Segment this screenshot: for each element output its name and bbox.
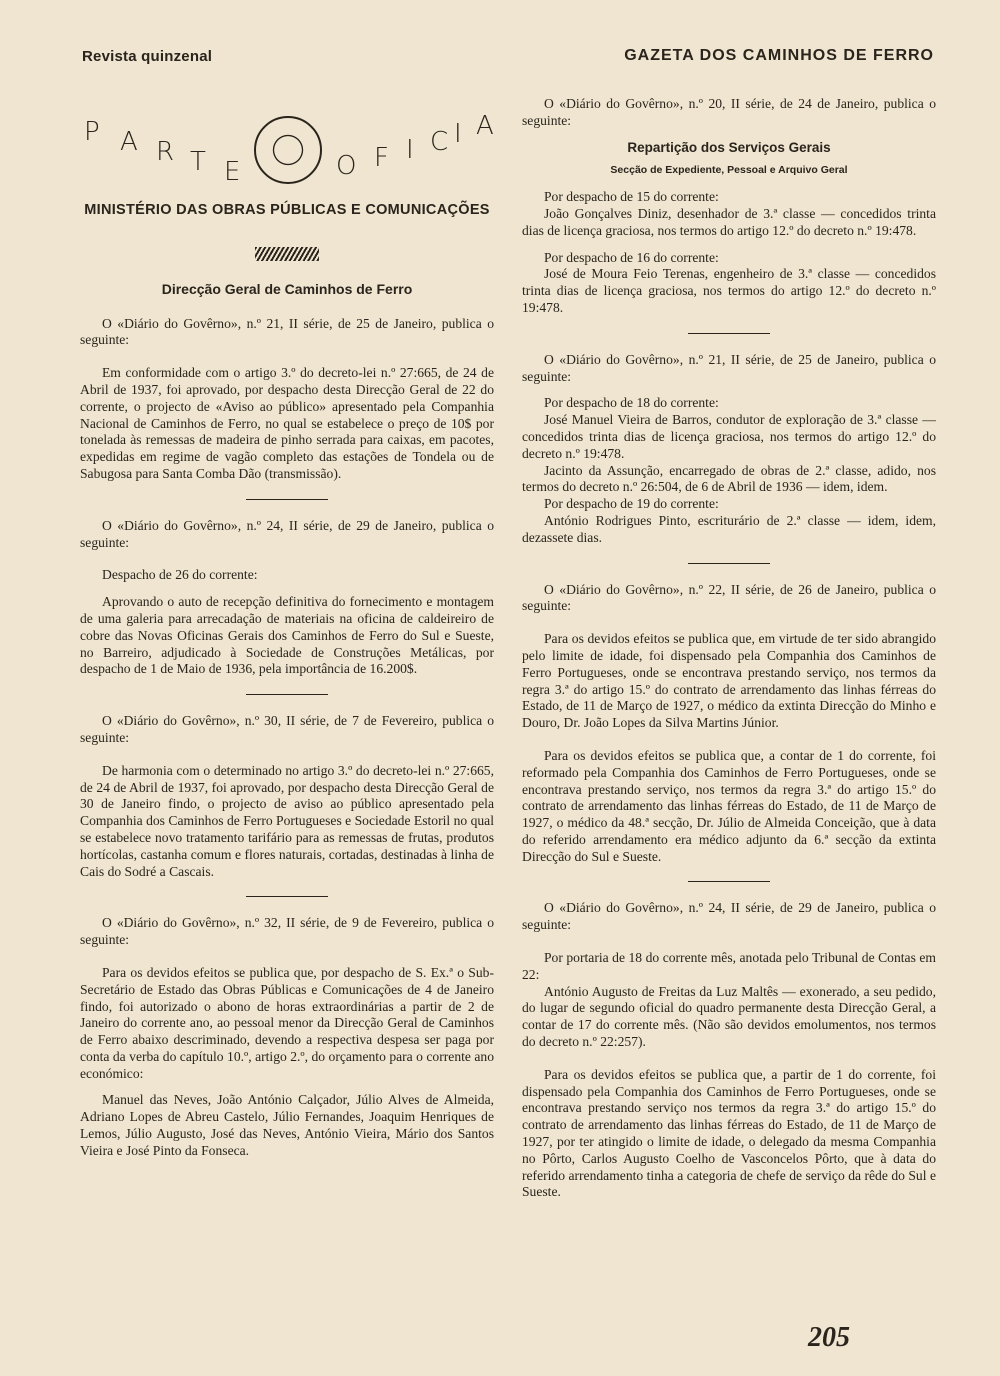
section-title: Repartição dos Serviços Gerais xyxy=(627,139,831,155)
coat-of-arms-icon xyxy=(254,116,322,184)
paragraph: Por despacho de 16 do corrente: xyxy=(544,249,719,265)
page-number: 205 xyxy=(808,1322,850,1353)
masthead-letter: E xyxy=(224,157,243,187)
paragraph: Aprovando o auto de recepção definitiva do fornecimento e montagem de uma galeria para arrecadação de materiais na oficina de caldeireiro de cobre das Novas Oficinas Gerais dos Caminhos de Ferro do Sul e Sueste, no Barreiro, adjudicado à Sociedade de Construções Metálicas, por despacho de 1 de Maio de 1936, pela importância de 16.200$. xyxy=(80,594,494,677)
subsection-title: Secção de Expediente, Pessoal e Arquivo Geral xyxy=(610,164,848,177)
paragraph: Por despacho de 19 do corrente: xyxy=(544,496,719,512)
header-left: Revista quinzenal xyxy=(82,48,213,65)
ministry-heading: MINISTÉRIO DAS OBRAS PÚBLICAS E COMUNICAÇÕES xyxy=(84,202,490,218)
paragraph: Para os devidos efeitos se publica que, a contar de 1 do corrente, foi reformado pela Companhia dos Caminhos de Ferro Portugueses, onde se encontrava prestando serviço, nos termos da regra 3.ª do artigo 15.º do contrato de arrendamento das linhas férreas do Estado, de 11 de Março de 1927, o médico da 48.ª secção, Dr. Júlio de Almeida Conceição, que à data do referido arrendamento era médico adjunto da 6.ª secção da extinta Direcção do Sul e Sueste. xyxy=(522,747,936,864)
paragraph: António Rodrigues Pinto, escriturário de 2.ª classe — idem, idem, dezassete dias. xyxy=(522,512,936,545)
separator-rule xyxy=(688,333,770,334)
paragraph: João Gonçalves Diniz, desenhador de 3.ª classe — concedidos trinta dias de licença graciosa, nos termos do artigo 12.º do decreto n.º 19:478. xyxy=(522,205,936,238)
section-title: Direcção Geral de Caminhos de Ferro xyxy=(161,280,413,297)
paragraph: O «Diário do Govêrno», n.º 24, II série, de 29 de Janeiro, publica o seguinte: xyxy=(80,517,494,550)
paragraph: António Augusto de Freitas da Luz Maltês — exonerado, a seu pedido, do lugar de segundo oficial do quadro permanente desta Direcção Geral, a contar de 17 do corrente mês. (Não são devidos emolumentos, nos termos do decreto n.º 22:257). xyxy=(522,983,936,1050)
paragraph: O «Diário do Govêrno», n.º 32, II série, de 9 de Fevereiro, publica o seguinte: xyxy=(80,915,494,948)
masthead-letter: T xyxy=(190,147,208,177)
masthead-letter: R xyxy=(156,137,177,167)
paragraph: O «Diário do Govêrno», n.º 30, II série, de 7 de Fevereiro, publica o seguinte: xyxy=(80,713,494,745)
paragraph: Manuel das Neves, João António Calçador, Júlio Alves de Almeida, Adriano Lopes de Abreu Castelo, Júlio Fernandes, Joaquim Henriques de Lemos, Júlio Augusto, José das Neves, António Vieira, Mário dos Santos Vieira e José Pinto da Fonseca. xyxy=(80,1092,494,1158)
paragraph: O «Diário do Govêrno», n.º 24, II série, de 29 de Janeiro, publica o seguinte: xyxy=(522,900,936,933)
hatched-divider xyxy=(255,247,319,261)
paragraph: Jacinto da Assunção, encarregado de obras de 2.ª classe, adido, nos termos do decreto n.º 26:504, de 6 de Abril de 1936 — idem, idem. xyxy=(522,462,936,495)
separator-rule xyxy=(688,563,770,564)
separator-rule xyxy=(246,896,328,897)
masthead-letter: I xyxy=(454,119,464,149)
masthead-letter: A xyxy=(476,111,496,141)
paragraph: De harmonia com o determinado no artigo 3.º do decreto-lei n.º 27:665, de 24 de Abril de 1937, foi aprovado, por despacho desta Direcção Geral de 30 de Janeiro findo, o projecto de aviso ao público apresentado pela Companhia dos Caminhos de Ferro Portugueses e Sociedade Estoril no qual se estabelece novo tratamento tarifário para as remessas de frutas, produtos hortícolas, castanha comum e flores naturais, cortadas, destinadas à linha de Cais do Sodré a Cascais. xyxy=(80,762,494,879)
paragraph: O «Diário do Govêrno», n.º 21, II série, de 25 de Janeiro, publica o seguinte: xyxy=(522,351,936,384)
left-column xyxy=(80,96,494,1160)
paragraph: O «Diário do Govêrno», n.º 20, II série, de 24 de Janeiro, publica o seguinte: xyxy=(522,96,936,128)
paragraph: Despacho de 26 do corrente: xyxy=(102,567,258,583)
masthead-letter: I xyxy=(406,135,416,165)
paragraph: Por despacho de 18 do corrente: xyxy=(544,395,719,411)
paragraph: José de Moura Feio Terenas, engenheiro de 3.ª classe — concedidos trinta dias de licença graciosa, nos termos do artigo 12.º do decreto n.º 19:478. xyxy=(522,266,936,315)
paragraph: O «Diário do Govêrno», n.º 21, II série, de 25 de Janeiro, publica o seguinte: xyxy=(80,315,494,348)
paragraph: Por despacho de 15 do corrente: xyxy=(544,189,719,205)
paragraph: Em conformidade com o artigo 3.º do decreto-lei n.º 27:665, de 24 de Abril de 1937, foi aprovado, por despacho desta Direcção Geral de 22 do corrente, o projecto de «Aviso ao público» apresentado pela Companhia Nacional de Caminhos de Ferro, no qual se estabelece o preço de 10$ por tonelada às remessas de madeira de pinho serrada para caixas, em pacotes, expedidas em regime de vagão completo das estações de Tondela ou de Sabugosa para Santa Comba Dão (transmissão). xyxy=(80,365,494,481)
masthead-letter: P xyxy=(84,117,102,147)
separator-rule xyxy=(246,499,328,500)
separator-rule xyxy=(688,881,770,882)
masthead-parte-oficial xyxy=(80,108,494,198)
right-column xyxy=(522,96,936,1201)
paragraph: Para os devidos efeitos se publica que, a partir de 1 do corrente, foi dispensado pela Companhia dos Caminhos de Ferro Portugueses, onde se encontrava prestando serviço nos termos da regra 3.ª do artigo 15.º do contrato de arrendamento das linhas férreas do Estado, de 11 de Março de 1927, por ter atingido o limite de idade, o delegado da mesma Companhia no Pôrto, Carlos Augusto Coelho de Vasconcelos Pôrto, que à data do referido arrendamento tinha a categoria de chefe de serviço da rêde do Sul e Sueste. xyxy=(522,1066,936,1200)
paragraph: José Manuel Vieira de Barros, condutor de exploração de 3.ª classe — concedidos trinta dias de licença graciosa, nos termos do artigo 12.º do decreto n.º 19:478. xyxy=(522,412,936,461)
paragraph: Para os devidos efeitos se publica que, por despacho de S. Ex.ª o Sub-Secretário de Estado das Obras Públicas e Comunicações de 4 de Janeiro findo, foi autorizado o abono de horas extraordinárias a partir de 2 de Janeiro do corrente ano, ao pessoal menor da Direcção Geral de Caminhos de Ferro abaixo descriminado, devendo a respectiva despesa ser paga por conta da verba do capítulo 10.º, artigo 2.º, do orçamento para o corrente ano económico: xyxy=(80,964,494,1081)
masthead-letter: F xyxy=(374,143,391,173)
paragraph: Por portaria de 18 do corrente mês, anotada pelo Tribunal de Contas em 22: xyxy=(522,950,936,982)
paragraph: O «Diário do Govêrno», n.º 22, II série, de 26 de Janeiro, publica o seguinte: xyxy=(522,581,936,614)
header-right: GAZETA DOS CAMINHOS DE FERRO xyxy=(624,47,934,64)
separator-rule xyxy=(246,694,328,695)
masthead-letter: C xyxy=(430,127,451,157)
masthead-letter: O xyxy=(336,151,359,181)
paragraph: Para os devidos efeitos se publica que, em virtude de ter sido abrangido pelo limite de idade, foi dispensado pela Companhia dos Caminhos de Ferro Portugueses, onde se encontrava prestando serviço, nos termos da regra 3.ª do artigo 15.º do contrato de arrendamento das linhas férreas do Estado, de 11 de Março de 1927, o médico da extinta Direcção do Minho e Douro, Dr. João Lopes da Silva Martins Júnior. xyxy=(522,631,936,731)
masthead-letter: A xyxy=(120,127,140,157)
